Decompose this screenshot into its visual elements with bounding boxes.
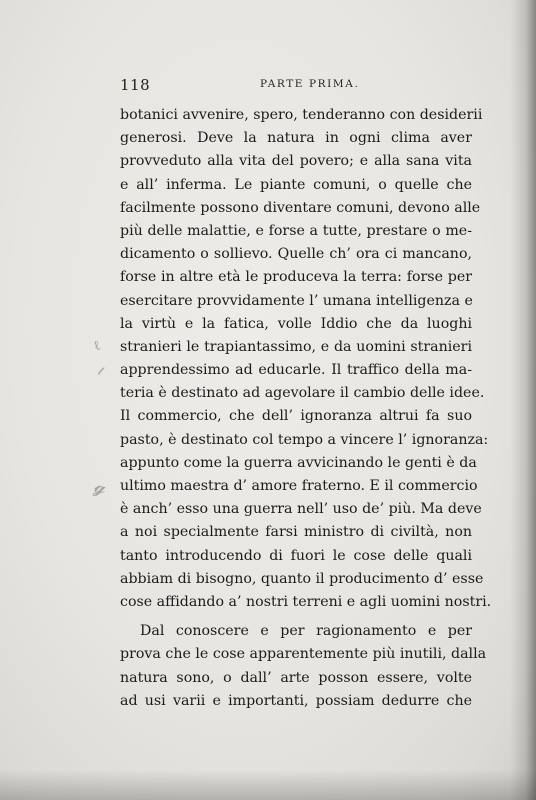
pencil-mark: 𝓰 bbox=[92, 472, 110, 500]
text-line: abbiam di bisogno, quanto il producimento d’ esse bbox=[120, 570, 484, 587]
text-line: ultimo maestra d’ amore fraterno. E il commercio bbox=[120, 478, 478, 494]
text-line: a noi specialmente farsi ministro di civiltà, non bbox=[120, 524, 472, 541]
paragraph bbox=[120, 104, 492, 614]
page-bottom-shadow bbox=[0, 770, 536, 800]
text-line: più delle malattie, e forse a tutte, prestare o me- bbox=[120, 222, 472, 239]
text-line: esercitare provvidamente l’ umana intelligenza e bbox=[120, 292, 473, 309]
text-line: è anch’ esso una guerra nell’ uso de’ più. Ma deve bbox=[120, 501, 482, 518]
body-text bbox=[120, 104, 492, 713]
text-line: appunto come la guerra avvicinando le genti è da bbox=[120, 454, 477, 471]
page-edge-shadow bbox=[510, 0, 536, 800]
text-line: pasto, è destinato col tempo a vincere l’ ignoranza: bbox=[120, 431, 489, 448]
text-line: forse in altre età le produceva la terra: forse per bbox=[120, 269, 472, 286]
text-line: stranieri le trapiantassimo, e da uomini stranieri bbox=[120, 338, 472, 355]
text-line: provveduto alla vita del povero; e alla sana vita bbox=[120, 153, 472, 170]
text-line: facilmente possono diventare comuni, devono alle bbox=[120, 199, 481, 216]
pencil-mark: 𝓉 bbox=[96, 363, 104, 380]
page-header bbox=[120, 76, 475, 96]
text-line: tanto introducendo di fuori le cose delle quali bbox=[120, 547, 472, 564]
text-line: botanici avvenire, spero, tenderanno con desiderii bbox=[120, 107, 483, 123]
text-line: generosi. Deve la natura in ogni clima aver bbox=[120, 130, 472, 147]
text-line: apprendessimo ad educarle. Il traffico della ma- bbox=[120, 362, 472, 379]
text-line: cose affidando a’ nostri terreni e agli uomini nostri. bbox=[120, 593, 492, 610]
text-line: Dal conoscere e per ragionamento e per bbox=[140, 623, 472, 640]
paragraph bbox=[120, 620, 487, 713]
text-line: e all’ inferma. Le piante comuni, o quelle che bbox=[120, 176, 472, 193]
text-line: la virtù e la fatica, volle Iddio che da luoghi bbox=[120, 315, 472, 332]
text-line: natura sono, o dall’ arte posson essere, volte bbox=[120, 669, 472, 686]
text-line: dicamento o sollievo. Quelle ch’ ora ci mancano, bbox=[120, 246, 472, 263]
pencil-mark: ℓ bbox=[91, 337, 104, 355]
text-line: ad usi varii e importanti, possiam dedurre che bbox=[120, 692, 472, 709]
text-line: teria è destinato ad agevolare il cambio delle idee. bbox=[120, 385, 485, 402]
page-number: 118 bbox=[120, 76, 151, 94]
text-line: prova che le cose apparentemente più inutili, dalla bbox=[120, 646, 487, 663]
running-head: PARTE PRIMA. bbox=[260, 78, 360, 90]
text-line: Il commercio, che dell’ ignoranza altrui fa suo bbox=[120, 408, 472, 425]
